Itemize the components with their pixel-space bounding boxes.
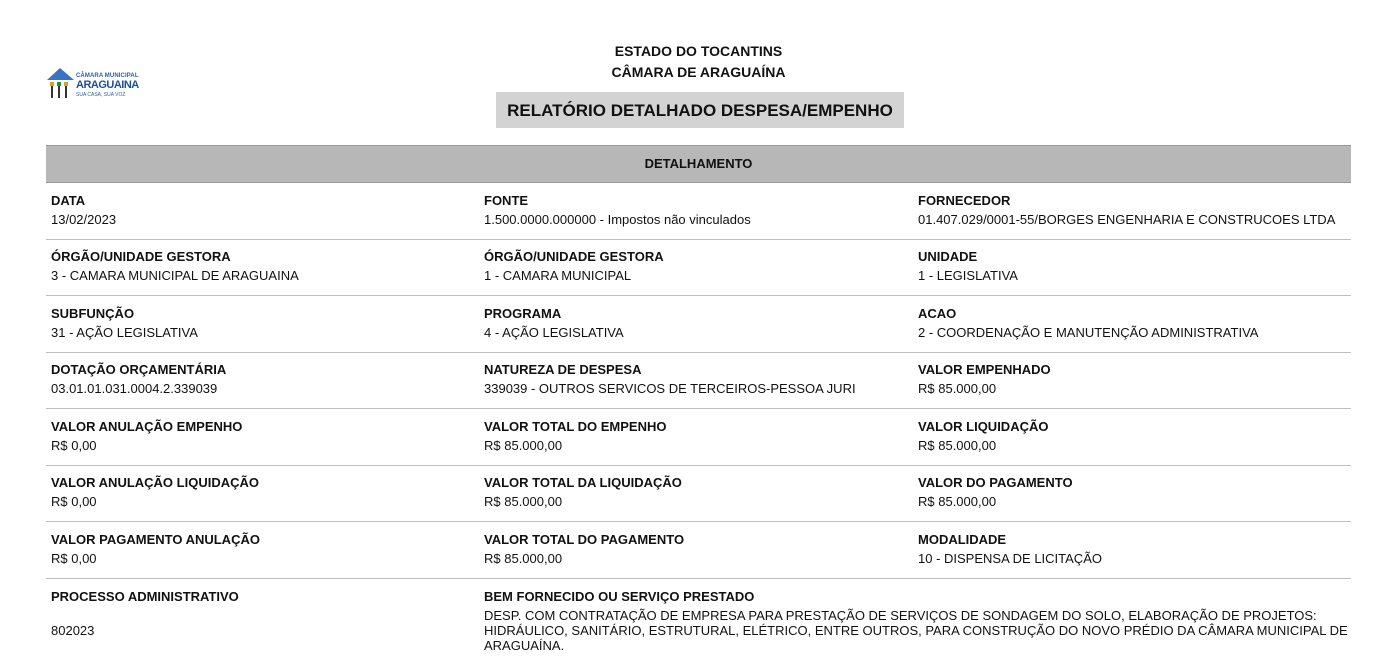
service-cell [484, 589, 1349, 653]
field-label: FORNECEDOR [918, 193, 1011, 208]
section-header: DETALHAMENTO [46, 145, 1351, 183]
field-value: 10 - DISPENSA DE LICITAÇÃO [918, 551, 1102, 566]
detail-row [46, 238, 1351, 296]
field-label: VALOR TOTAL DO EMPENHO [484, 419, 667, 434]
field-label: VALOR TOTAL DO PAGAMENTO [484, 532, 685, 547]
detail-cell [484, 475, 682, 510]
detail-row [46, 408, 1351, 466]
field-label: MODALIDADE [918, 532, 1007, 547]
field-value: 339039 - OUTROS SERVICOS DE TERCEIROS-PESSOA JURI [484, 381, 856, 396]
field-value: 4 - AÇÃO LEGISLATIVA [484, 325, 624, 340]
field-label: VALOR DO PAGAMENTO [918, 475, 1073, 490]
detail-cell [51, 419, 242, 454]
process-label: PROCESSO ADMINISTRATIVO [51, 589, 239, 604]
field-label: DATA [51, 193, 86, 208]
field-label: SUBFUNÇÃO [51, 306, 135, 321]
chamber-heading: CÂMARA DE ARAGUAÍNA [611, 64, 786, 80]
detail-row [46, 295, 1351, 353]
process-value: 802023 [51, 623, 95, 638]
field-value: R$ 85.000,00 [918, 494, 997, 509]
field-value: R$ 0,00 [51, 494, 97, 509]
field-label: VALOR TOTAL DA LIQUIDAÇÃO [484, 475, 682, 490]
detail-row [46, 182, 1351, 240]
detail-cell [484, 419, 667, 454]
field-value: 1.500.0000.000000 - Impostos não vinculados [484, 212, 751, 227]
field-value: R$ 85.000,00 [484, 494, 563, 509]
field-value: R$ 85.000,00 [484, 438, 563, 453]
detail-row [46, 464, 1351, 522]
service-description: DESP. COM CONTRATAÇÃO DE EMPRESA PARA PRESTAÇÃO DE SERVIÇOS DE SONDAGEM DO SOLO, ELABORAÇÃO DE PROJETOS: HIDRÁULICO, SANITÁRIO, ESTRUTURAL, ELÉTRICO, ENTRE OUTROS, PARA CONSTRUÇÃO DO NOVO PRÉDIO DA CÂMARA MUNICIPAL DE ARAGUAÍNA. [484, 608, 1348, 653]
service-label: BEM FORNECIDO OU SERVIÇO PRESTADO [484, 589, 755, 604]
field-label: FONTE [484, 193, 529, 208]
detail-cell [51, 306, 198, 341]
field-label: UNIDADE [918, 249, 978, 264]
detail-cell [918, 419, 1048, 454]
field-label: VALOR LIQUIDAÇÃO [918, 419, 1049, 434]
logo-tagline: SUA CASA, SUA VOZ [76, 92, 126, 98]
detail-cell [918, 532, 1102, 567]
detail-cell [51, 249, 299, 284]
field-value: R$ 0,00 [51, 438, 97, 453]
detail-cell [484, 532, 684, 567]
detail-row [46, 521, 1351, 579]
detail-cell [918, 193, 1335, 228]
field-label: ÓRGÃO/UNIDADE GESTORA [484, 249, 664, 264]
detail-cell [51, 475, 259, 510]
field-label: ACAO [918, 306, 957, 321]
detail-cell [484, 249, 664, 284]
field-label: ÓRGÃO/UNIDADE GESTORA [51, 249, 231, 264]
field-label: NATUREZA DE DESPESA [484, 362, 642, 377]
field-label: VALOR ANULAÇÃO EMPENHO [51, 419, 243, 434]
detail-cell [918, 362, 1051, 397]
process-row [46, 578, 1351, 661]
field-value: R$ 85.000,00 [918, 381, 997, 396]
field-label: VALOR ANULAÇÃO LIQUIDAÇÃO [51, 475, 259, 490]
field-label: VALOR PAGAMENTO ANULAÇÃO [51, 532, 260, 547]
field-value: R$ 85.000,00 [484, 551, 563, 566]
report-title: RELATÓRIO DETALHADO DESPESA/EMPENHO [496, 92, 904, 128]
field-label: PROGRAMA [484, 306, 562, 321]
detail-cell [918, 306, 1258, 341]
field-value: 1 - LEGISLATIVA [918, 268, 1018, 283]
field-value: R$ 85.000,00 [918, 438, 997, 453]
detail-row [46, 351, 1351, 409]
detail-cell [51, 362, 226, 397]
field-value: 2 - COORDENAÇÃO E MANUTENÇÃO ADMINISTRATIVA [918, 325, 1259, 340]
detail-cell [51, 193, 116, 228]
detail-cell [484, 306, 624, 341]
detail-cell [484, 362, 856, 397]
field-value: R$ 0,00 [51, 551, 97, 566]
logo-big-text: ARAGUAINA [76, 79, 139, 91]
field-value: 13/02/2023 [51, 212, 117, 227]
field-label: VALOR EMPENHADO [918, 362, 1051, 377]
field-value: 1 - CAMARA MUNICIPAL [484, 268, 632, 283]
detail-cell [51, 532, 260, 567]
field-value: 03.01.01.031.0004.2.339039 [51, 381, 218, 396]
detail-cell [918, 249, 1018, 284]
field-value: 3 - CAMARA MUNICIPAL DE ARAGUAINA [51, 268, 299, 283]
state-heading: ESTADO DO TOCANTINS [614, 43, 783, 59]
field-value: 01.407.029/0001-55/BORGES ENGENHARIA E CONSTRUCOES LTDA [918, 212, 1336, 227]
process-cell [51, 589, 239, 639]
detail-cell [918, 475, 1073, 510]
field-value: 31 - AÇÃO LEGISLATIVA [51, 325, 198, 340]
field-label: DOTAÇÃO ORÇAMENTÁRIA [51, 362, 227, 377]
logo-small-text: CÂMARA MUNICIPAL [76, 73, 139, 79]
detail-cell [484, 193, 751, 228]
